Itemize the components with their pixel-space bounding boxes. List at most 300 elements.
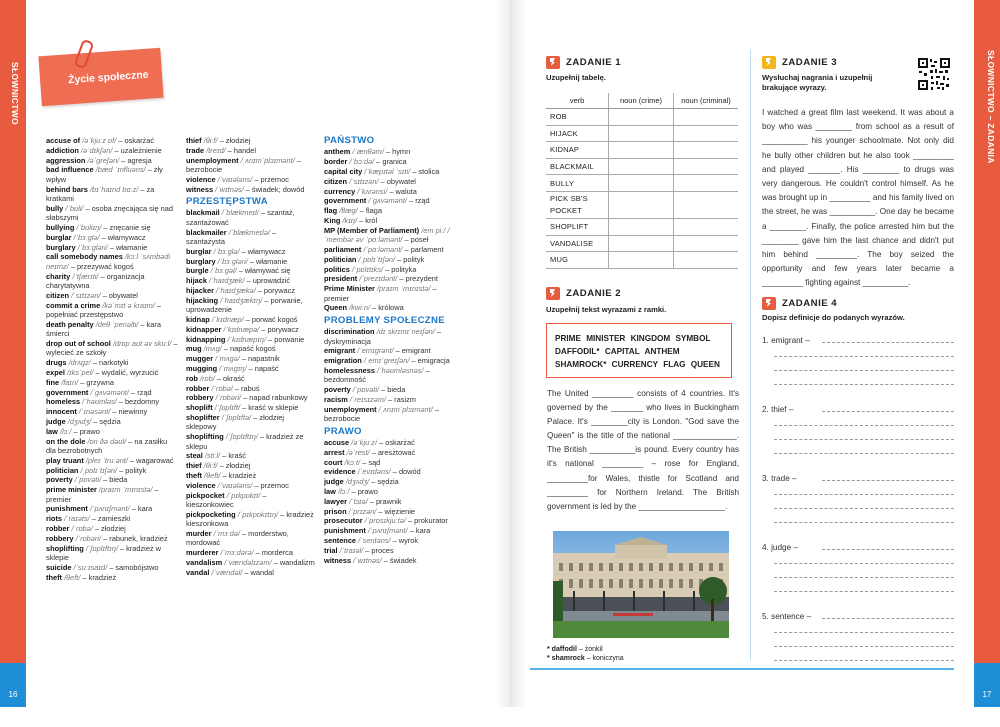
glossary-definition: – za kratkami [46, 184, 155, 203]
glossary-definition: – wyrok [390, 535, 419, 545]
glossary-entry [324, 395, 454, 404]
glossary-definition: – prawnik [367, 496, 402, 506]
crime-noun-cell[interactable] [609, 109, 674, 126]
criminal-noun-cell[interactable] [674, 158, 739, 175]
glossary-definition: – obywatel [378, 176, 416, 186]
glossary-word: politics [324, 264, 350, 274]
glossary-definition: – porwanie, uprowadzenie [186, 295, 303, 315]
glossary-entry [186, 491, 316, 510]
glossary-entry [324, 216, 454, 225]
glossary-definition: – prawo [349, 486, 378, 496]
criminal-noun-cell[interactable] [674, 125, 739, 142]
glossary-pronunciation: /ˈmɜːdə/ [213, 528, 240, 538]
glossary-definition: – wandalizm [271, 557, 315, 567]
glossary-definition: – parlament [402, 244, 444, 254]
glossary-pronunciation: /ˈevɪdəns/ [357, 467, 391, 477]
glossary-entry [46, 358, 178, 367]
glossary-pronunciation: /ˈkɪdnæpə/ [223, 324, 260, 334]
glossary-word: thief [186, 461, 202, 471]
glossary-word: capital city [324, 167, 363, 176]
glossary-definition: – premier [46, 485, 159, 504]
answer-line[interactable] [822, 342, 954, 343]
glossary-definition: – oskarżać [377, 438, 415, 447]
glossary-pronunciation: /ˈbɜːgləri/ [77, 242, 108, 252]
glossary-entry [324, 167, 454, 176]
glossary-definition: – przemoc [252, 480, 289, 490]
glossary-entry [324, 497, 454, 506]
glossary-list [324, 327, 454, 423]
glossary-word: blackmailer [186, 227, 227, 237]
glossary-word: trial [324, 545, 338, 555]
exercise-3-instruction: Wysłuchaj nagrania i uzupełnij brakujące wyrazy. [762, 73, 873, 92]
glossary-entry [46, 378, 178, 387]
criminal-noun-cell[interactable] [674, 191, 739, 218]
answer-line[interactable] [774, 577, 954, 578]
glossary-entry [46, 466, 178, 475]
glossary-word: burglary [46, 242, 76, 252]
glossary-word: play truant [46, 455, 84, 465]
section-heading-crimes: PRZESTĘPSTWA [186, 196, 268, 207]
definition-item [762, 612, 954, 681]
glossary-pronunciation: /ˌemɪˈgreɪʃən/ [363, 356, 410, 366]
glossary-entry [46, 397, 178, 406]
glossary-entry [186, 481, 316, 490]
glossary-definition: – organizacja charytatywna [46, 271, 145, 290]
glossary-entry [186, 568, 316, 577]
crime-noun-cell[interactable] [609, 252, 674, 269]
glossary-definition: – popełniać przestępstwo [46, 300, 161, 319]
glossary-word: bully [46, 203, 64, 213]
definition-word: 5. sentence – [762, 612, 812, 621]
glossary-definition: – przemoc [252, 174, 289, 184]
glossary-entry [186, 296, 316, 315]
criminal-noun-cell[interactable] [674, 142, 739, 159]
glossary-pronunciation: /ˈblækmeɪl/ [221, 208, 259, 218]
glossary-definition: – rząd [407, 196, 430, 206]
exercise-3-text: I watched a great film last weekend. It was about a boy who was ________ from school as a result of __________ his younger schoolmate. Not only did he bully other children but he also took _________ and played _______. His ________ to drugs was very dangerous. He couldn't control himself. As he was brought up in _________ and his family lived on the street, he was __________. One day he became a ________. Finally, the police arrested him but the ________ gave him the last chance and didn't put him behind _________. The boy seized the opportunity and few years later became a _________ fighting against __________. [762, 108, 954, 288]
glossary-entry [46, 136, 178, 145]
glossary-word: pickpocketing [186, 509, 236, 519]
answer-line[interactable] [774, 632, 954, 633]
glossary-definition: – wylecieć ze szkoły [46, 339, 178, 358]
answer-line[interactable] [774, 453, 954, 454]
glossary-word: accuse [324, 438, 350, 447]
glossary-word: arrest [324, 447, 345, 457]
answer-line[interactable] [774, 439, 954, 440]
glossary-pronunciation: /ˈbɜːglə/ [73, 232, 100, 242]
page-gutter [496, 0, 526, 707]
glossary-entry [46, 485, 178, 504]
glossary-entry [46, 456, 178, 465]
glossary-word: unemployment [324, 404, 377, 414]
audio-exercise-icon [762, 56, 776, 69]
glossary-pronunciation: /dɪˌskrɪmɪˈneɪʃən/ [376, 327, 435, 337]
table-header: noun (crime) [609, 93, 674, 109]
glossary-entry [46, 534, 178, 543]
glossary-word: kidnapper [186, 324, 222, 334]
glossary-entry [324, 556, 454, 565]
glossary-entry [324, 177, 454, 186]
glossary-word: border [324, 157, 348, 167]
glossary-pronunciation: /θeft/ [64, 572, 81, 582]
glossary-definition: – kradzież [80, 572, 117, 582]
glossary-entry [324, 346, 454, 355]
table-row [546, 175, 738, 192]
glossary-definition: – bezdomny [116, 397, 160, 407]
criminal-noun-cell[interactable] [674, 175, 739, 192]
glossary-pronunciation: /ˌʌnɪmˈplɔɪmənt/ [240, 155, 295, 165]
glossary-word: addiction [46, 145, 79, 155]
verb-cell: SHOPLIFT [546, 218, 609, 235]
glossary-pronunciation: /ˈpɪkpɒkɪtɪŋ/ [237, 509, 279, 519]
answer-line[interactable] [774, 508, 954, 509]
glossary-word: lawyer [324, 496, 348, 506]
answer-line[interactable] [774, 356, 954, 357]
exercise-3-title: ZADANIE 3 [782, 57, 838, 68]
glossary-definition: – porywacz [255, 286, 296, 295]
glossary-entry [324, 206, 454, 215]
glossary-word: poverty [324, 385, 351, 395]
glossary-word: accuse of [46, 136, 81, 145]
glossary-definition: – porwać kogoś [243, 315, 298, 324]
answer-line[interactable] [774, 370, 954, 371]
glossary-definition: – narkotyki [90, 358, 129, 368]
glossary-word: trade [186, 145, 205, 155]
glossary-word: steal [186, 451, 203, 461]
glossary-pronunciation: /ˈbɜːglə/ [213, 246, 240, 256]
glossary-definition: – emigracja [409, 356, 450, 366]
section-banner [38, 48, 163, 106]
answer-line[interactable] [774, 494, 954, 495]
table-row [546, 252, 738, 269]
glossary-word: evidence [324, 467, 356, 477]
glossary-word: riots [46, 514, 63, 524]
glossary-list [324, 438, 454, 565]
glossary-definition: – okraść [214, 373, 245, 383]
criminal-noun-cell[interactable] [674, 218, 739, 235]
glossary-entry [186, 136, 316, 145]
glossary-entry [186, 185, 316, 194]
glossary-pronunciation: /faɪn/ [61, 377, 79, 387]
qr-code-icon[interactable] [917, 57, 951, 91]
glossary-word: vandal [186, 567, 210, 577]
glossary-pronunciation: /kɔːt/ [344, 457, 361, 467]
glossary-definition: – kraść [220, 451, 246, 461]
definition-word: 2. thief – [762, 405, 794, 414]
glossary-pronunciation: /ˈbɜːgləri/ [217, 256, 248, 266]
glossary-definition: – przezywać kogoś [68, 261, 134, 271]
glossary-pronunciation: /ˈpɒvəti/ [352, 385, 380, 395]
glossary-entry [324, 438, 454, 447]
glossary-pronunciation: /əˈdɪkʃən/ [80, 145, 113, 155]
glossary-entry [46, 514, 178, 523]
glossary-pronunciation: /ɪksˈpel/ [66, 368, 94, 377]
glossary-definition: – sędzia [369, 477, 399, 487]
glossary-pronunciation: /ˈhəʊmləs/ [82, 397, 117, 407]
glossary-definition: – włamywacz [239, 246, 286, 256]
answer-line[interactable] [822, 549, 954, 550]
answer-line[interactable] [774, 425, 954, 426]
glossary-entry [324, 255, 454, 264]
glossary-pronunciation: /ˈsɪtɪzən/ [71, 290, 101, 300]
glossary-word: shoplifting [186, 432, 224, 442]
answer-line[interactable] [822, 618, 954, 619]
glossary-pronunciation: /əˈrest/ [346, 447, 370, 457]
answer-line[interactable] [774, 563, 954, 564]
glossary-pronunciation: /kɪŋ/ [342, 215, 358, 225]
glossary-list [186, 136, 316, 194]
section-heading-social-problems: PROBLEMY SPOŁECZNE [324, 314, 445, 326]
glossary-entry [46, 243, 178, 252]
glossary-pronunciation: /ˈhaɪdʒækə/ [216, 286, 256, 295]
verb-cell: HIJACK [546, 125, 609, 142]
glossary-entry [46, 524, 178, 533]
glossary-entry [186, 364, 316, 373]
glossary-definition: – włamanie [247, 256, 288, 266]
glossary-entry [186, 335, 316, 344]
answer-line[interactable] [774, 660, 954, 661]
definition-item [762, 336, 954, 405]
glossary-pronunciation: /əˈkjuːz/ [351, 438, 378, 447]
glossary-word: court [324, 457, 343, 467]
glossary-pronunciation: /ˈsentəns/ [358, 535, 391, 545]
glossary-definition: – bezrobocie [324, 404, 439, 424]
glossary-pronunciation: /ˈsuːɪsaɪd/ [73, 562, 108, 572]
glossary-word: robber [46, 523, 70, 533]
glossary-definition: – król [357, 215, 378, 225]
glossary-pronunciation: /ˈemɪgrənt/ [357, 346, 394, 356]
glossary-word: theft [186, 470, 203, 480]
glossary-entry [186, 403, 316, 412]
glossary-definition: – grzywna [78, 377, 114, 387]
glossary-entry [46, 185, 178, 204]
glossary-word: government [46, 387, 89, 397]
table-row [546, 218, 738, 235]
glossary-definition: – uzależnienie [112, 145, 162, 155]
glossary-pronunciation: /θiːf/ [203, 136, 218, 145]
glossary-definition: – napad rabunkowy [241, 393, 308, 403]
glossary-definition: – bezrobocie [186, 155, 301, 174]
glossary-entry [324, 458, 454, 467]
glossary-pronunciation: /ˈvaɪələns/ [217, 480, 253, 490]
glossary-pronunciation: /ˈtraɪəl/ [339, 545, 364, 555]
glossary-word: innocent [46, 407, 77, 417]
glossary-word: on the dole [46, 436, 86, 446]
glossary-word: currency [324, 186, 356, 196]
glossary-pronunciation: /mʌg/ [203, 344, 222, 354]
exercise-icon [762, 297, 776, 310]
glossary-entry [186, 451, 316, 460]
glossary-definition: – prawo [71, 426, 100, 436]
buckingham-palace-photo [553, 531, 729, 638]
glossary-pronunciation: /bɪˈhaɪnd bɑːz/ [89, 184, 139, 194]
glossary-entry [186, 247, 316, 256]
crime-noun-cell[interactable] [609, 191, 674, 218]
glossary-entry [186, 413, 316, 432]
glossary-definition: – stolica [410, 167, 440, 176]
glossary-definition: – kradzież ze sklepu [186, 432, 304, 451]
exercise-4-title: ZADANIE 4 [782, 298, 838, 309]
glossary-entry [46, 563, 178, 572]
answer-line[interactable] [774, 591, 954, 592]
section-heading-law: PRAWO [324, 425, 362, 437]
glossary-entry [186, 510, 316, 529]
criminal-noun-cell[interactable] [674, 235, 739, 252]
glossary-definition: – hymn [383, 147, 411, 157]
glossary-pronunciation: /ˈvaɪələns/ [217, 174, 253, 184]
footnote-definition: – koniczyna [584, 655, 624, 662]
exercise-2-instruction: Uzupełnij tekst wyrazami z ramki. [546, 305, 667, 314]
verb-cell: KIDNAP [546, 142, 609, 159]
glossary-word: vandalism [186, 557, 223, 567]
exercise-4-definitions [762, 336, 954, 681]
glossary-word: sentence [324, 535, 357, 545]
glossary-definition: – kara [407, 526, 431, 536]
glossary-pronunciation: /ˈmʌgə/ [215, 354, 240, 364]
criminal-noun-cell[interactable] [674, 252, 739, 269]
glossary-entry [186, 461, 316, 470]
glossary-definition: – osoba znęcająca się nad słabszymi [46, 203, 174, 223]
glossary-entry [46, 252, 178, 271]
glossary-entry [324, 526, 454, 535]
glossary-word: expel [46, 368, 65, 377]
glossary-definition: – kradzież [220, 470, 257, 480]
glossary-entry [186, 315, 316, 324]
glossary-word: rob [186, 373, 198, 383]
glossary-word: violence [186, 174, 216, 184]
glossary-word: suicide [46, 562, 72, 572]
glossary-pronunciation: /θeft/ [204, 470, 221, 480]
glossary-word: citizen [46, 290, 69, 300]
crime-noun-cell[interactable] [609, 142, 674, 159]
exercise-icon [546, 56, 560, 69]
glossary-word: mug [186, 344, 202, 354]
glossary-entry [186, 286, 316, 295]
glossary-definition: – szantaż, szantażować [186, 208, 295, 227]
glossary-pronunciation: /ˌpɒlɪˈtɪʃən/ [80, 465, 118, 475]
glossary-pronunciation: /ˈprɪzən/ [348, 506, 377, 516]
glossary-pronunciation: /deθ ˈpenəlti/ [95, 319, 139, 329]
glossary-word: hijack [186, 276, 207, 286]
glossary-entry [324, 196, 454, 205]
answer-line[interactable] [822, 480, 954, 481]
crime-noun-cell[interactable] [609, 235, 674, 252]
glossary-entry [46, 417, 178, 426]
glossary-definition: – porwanie [266, 334, 305, 344]
glossary-pronunciation: /ˈhaɪdʒækɪŋ/ [220, 295, 263, 305]
exercise-1-heading [546, 56, 621, 69]
table-header: noun (criminal) [674, 93, 739, 109]
footnote [547, 645, 624, 654]
answer-line[interactable] [822, 411, 954, 412]
glossary-entry [46, 233, 178, 242]
answer-line[interactable] [774, 646, 954, 647]
glossary-word: law [324, 486, 336, 496]
glossary-pronunciation: /ˈbɔːdə/ [349, 157, 375, 167]
glossary-pronunciation: /ˈlɔɪə/ [349, 496, 368, 506]
glossary-pronunciation: /ˈmɜːdərə/ [220, 548, 254, 558]
exercise-4-instruction: Dopisz definicje do podanych wyrazów. [762, 313, 905, 322]
glossary-pronunciation: /kɔːl ˈsʌmbədi neɪmz/ [46, 252, 171, 271]
crime-noun-cell[interactable] [609, 218, 674, 235]
glossary-word: shoplifting [46, 543, 84, 553]
glossary-entry [46, 272, 178, 291]
glossary-pronunciation: /ˈprɒsɪkjuːtə/ [364, 516, 406, 526]
glossary-word: emigration [324, 356, 362, 366]
table-row [546, 109, 738, 126]
glossary-entry [46, 437, 178, 456]
definition-word: 1. emigrant – [762, 336, 810, 345]
answer-line[interactable] [774, 522, 954, 523]
glossary-pronunciation: /ˈgʌvəmənt/ [368, 196, 407, 206]
glossary-definition: – polityka [383, 264, 417, 274]
glossary-entry [46, 165, 178, 184]
column-divider [750, 50, 751, 660]
glossary-entry [324, 405, 454, 424]
glossary-definition: – napaść kogoś [221, 344, 276, 354]
glossary-entry [186, 228, 316, 247]
answer-line[interactable] [774, 384, 954, 385]
glossary-definition: – emigrant [393, 346, 431, 356]
crime-noun-cell[interactable] [609, 175, 674, 192]
glossary-entry [46, 156, 178, 165]
glossary-entry [324, 448, 454, 457]
glossary-word: homeless [46, 397, 81, 407]
glossary-pronunciation: /ˈpɑːləmənt/ [363, 244, 403, 254]
glossary-definition: – sędzia [91, 416, 121, 426]
glossary-list [324, 147, 454, 312]
exercise-1-title: ZADANIE 1 [566, 57, 622, 68]
glossary-entry [324, 274, 454, 283]
definition-item [762, 474, 954, 543]
footnote-word: * daffodil [547, 646, 577, 653]
exercise-icon [546, 287, 560, 300]
glossary-pronunciation: /ˈrɒbə/ [71, 523, 93, 533]
glossary-entry [46, 291, 178, 300]
glossary-pronunciation: /ˈmʌgɪŋ/ [219, 363, 247, 373]
glossary-pronunciation: /ˈprezɪdənt/ [359, 274, 398, 284]
glossary-pronunciation: /ˈænθəm/ [352, 147, 384, 157]
glossary-word: burglar [46, 232, 72, 242]
glossary-word: citizen [324, 176, 347, 186]
glossary-word: punishment [324, 526, 366, 536]
glossary-pronunciation: /treɪd/ [206, 145, 226, 155]
glossary-entry [324, 467, 454, 476]
glossary-word: government [324, 196, 367, 206]
glossary-definition: – kieszonkowiec [186, 490, 267, 509]
glossary-word: prime minister [46, 485, 97, 495]
glossary-definition: – napaść [246, 363, 279, 373]
glossary-word: robbery [46, 533, 74, 543]
glossary-pronunciation: /kəˈmɪt ə kraɪm/ [102, 300, 155, 310]
glossary-entry [186, 384, 316, 393]
criminal-noun-cell[interactable] [674, 109, 739, 126]
crime-noun-cell[interactable] [609, 158, 674, 175]
glossary-entry [186, 175, 316, 184]
glossary-word: fine [46, 377, 60, 387]
glossary-pronunciation: /θiːf/ [203, 461, 218, 471]
glossary-word: death penalty [46, 319, 94, 329]
glossary-pronunciation: /ˈpɒvəti/ [74, 475, 102, 485]
glossary-pronunciation: /ˈʃɒplɪftɪŋ/ [225, 432, 258, 442]
crime-noun-cell[interactable] [609, 125, 674, 142]
glossary-pronunciation: /əˈkjuːz ɒf/ [82, 136, 117, 145]
exercise-1-table [546, 93, 738, 269]
glossary-word: parliament [324, 244, 362, 254]
glossary-column-3 [324, 136, 454, 565]
glossary-definition: – złodziej [92, 523, 126, 533]
glossary-entry [46, 504, 178, 513]
